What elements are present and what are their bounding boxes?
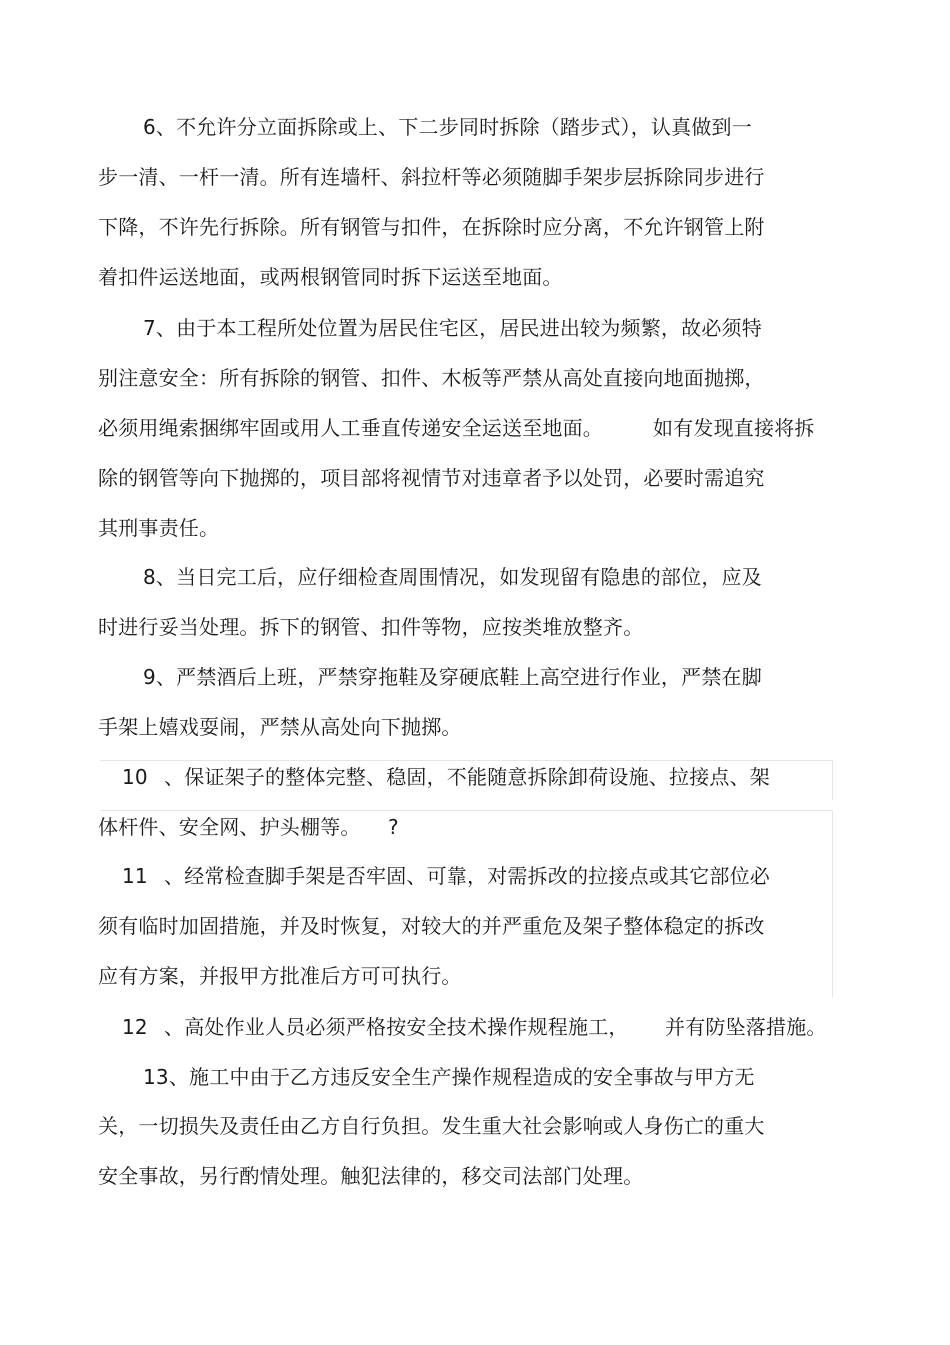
stray-mark: ? [388,815,399,839]
text-line: 应有方案，并报甲方批准后方可可执行。 [98,964,462,988]
frame-line-right-b [832,810,833,998]
text-line: 时进行妥当处理。拆下的钢管、扣件等物，应按类堆放整齐。 [98,615,644,639]
text-line: 体杆件、安全网、护头棚等。 [98,815,361,839]
item-number: 12 [122,1015,148,1039]
text-line: 必须用绳索捆绑牢固或用人工垂直传递安全运送至地面。 [98,416,603,440]
text-line: 7、由于本工程所处位置为居民住宅区，居民进出较为频繁，故必须特 [143,316,762,340]
text-line: 安全事故，另行酌情处理。触犯法律的，移交司法部门处理。 [98,1164,644,1188]
text-line: 如有发现直接将拆 [653,416,815,440]
text-line: 6、不允许分立面拆除或上、下二步同时拆除（踏步式），认真做到一 [143,115,752,139]
item-number: 10 [122,765,148,789]
frame-line-right-a [832,760,833,800]
item-number: 11 [122,864,148,888]
frame-line-top [100,760,833,761]
text-line: 关，一切损失及责任由乙方自行负担。发生重大社会影响或人身伤亡的重大 [98,1114,765,1138]
text-line: 13、施工中由于乙方违反安全生产操作规程造成的安全事故与甲方无 [143,1065,755,1089]
text-line: 、高处作业人员必须严格按安全技术操作规程施工， [164,1015,629,1039]
text-line: 8、当日完工后，应仔细检查周围情况，如发现留有隐患的部位，应及 [143,565,762,589]
text-line: 其刑事责任。 [98,516,220,540]
text-line: 、经常检查脚手架是否牢固、可靠，对需拆改的拉接点或其它部位必 [164,864,770,888]
text-line: 除的钢管等向下抛掷的，项目部将视情节对违章者予以处罚，必要时需追究 [98,466,765,490]
text-line: 并有防坠落措施。 [665,1015,827,1039]
text-line: 别注意安全：所有拆除的钢管、扣件、木板等严禁从高处直接向地面抛掷， [98,366,765,390]
text-line: 下降，不许先行拆除。所有钢管与扣件，在拆除时应分离，不允许钢管上附 [98,215,765,239]
text-line: 9、严禁酒后上班，严禁穿拖鞋及穿硬底鞋上高空进行作业，严禁在脚 [143,665,762,689]
text-line: 手架上嬉戏耍闹，严禁从高处向下抛掷。 [98,715,462,739]
text-line: 、保证架子的整体完整、稳固，不能随意拆除卸荷设施、拉接点、架 [164,765,770,789]
text-line: 着扣件运送地面，或两根钢管同时拆下运送至地面。 [98,265,563,289]
text-line: 须有临时加固措施，并及时恢复，对较大的并严重危及架子整体稳定的拆改 [98,914,765,938]
text-line: 步一清、一杆一清。所有连墙杆、斜拉杆等必须随脚手架步层拆除同步进行 [98,165,765,189]
frame-line-mid [100,810,833,811]
